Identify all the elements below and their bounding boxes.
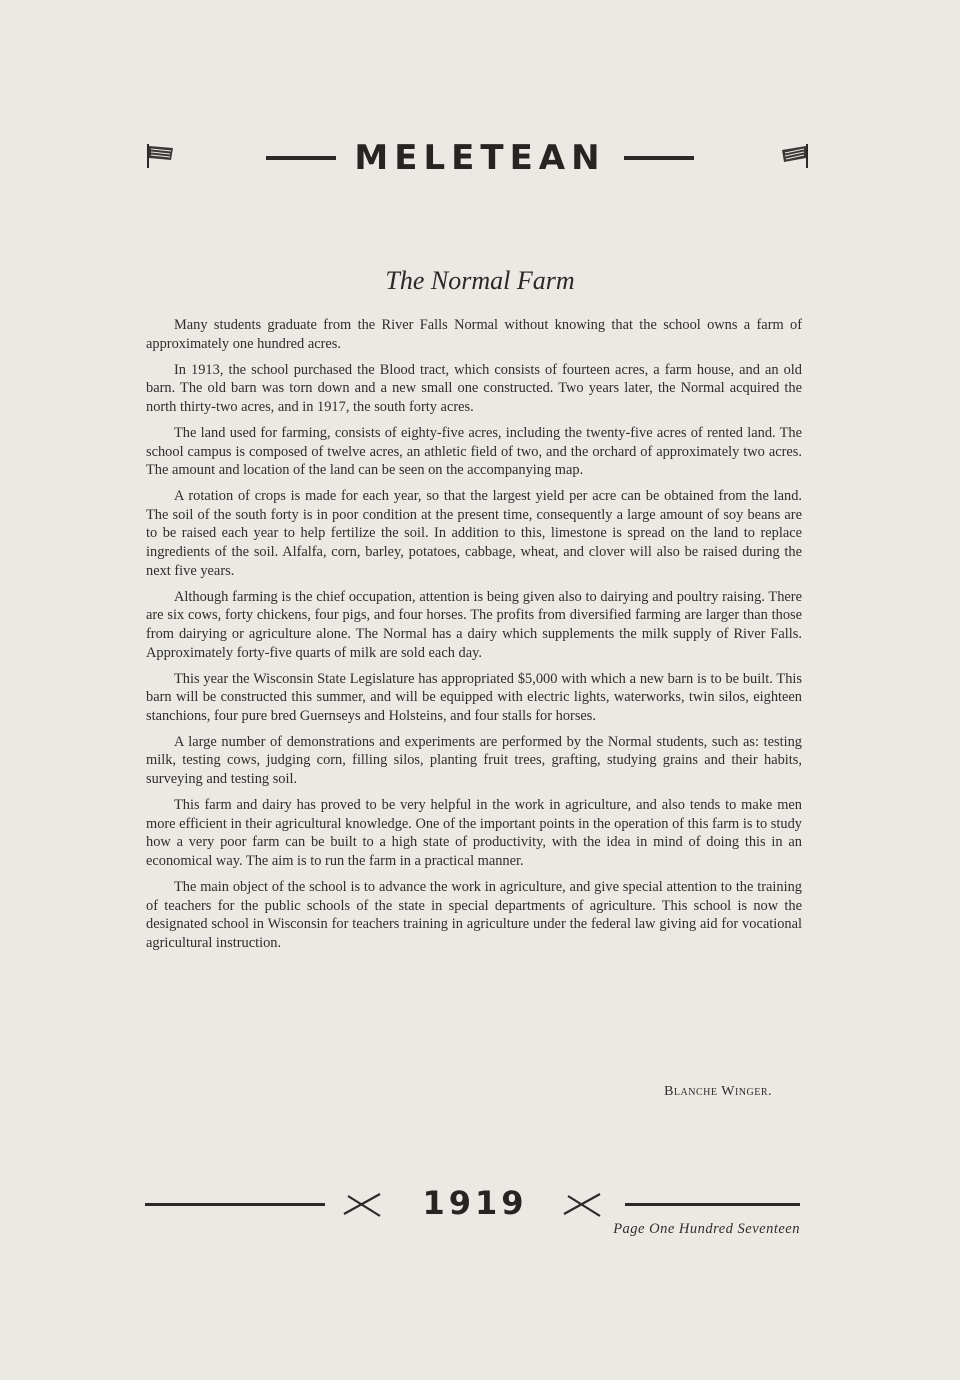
paragraph: A large number of demonstrations and experiments are performed by the Normal students, such as: testing milk, testing cows, judging corn, filling silos, planting fruit trees, grafting, studying grains and their habits, surveying and testing soil.	[146, 733, 802, 788]
page-number: Page One Hundred Seventeen	[613, 1221, 800, 1237]
paragraph: A rotation of crops is made for each year, so that the largest yield per acre can be obtained from the land. The soil of the south forty is in poor condition at the present time, consequently a large amount of soy beans are to be raised each year to help fertilize the soil. In addition to this, limestone is spread on the land to replace ingredients of the soil. Alfalfa, corn, barley, potatoes, cabbage, wheat, and clover will also be raised during the next five years.	[146, 488, 802, 579]
footer-rule-right	[625, 1203, 800, 1206]
crossed-lines-icon	[342, 1190, 382, 1218]
page-header	[140, 138, 820, 178]
header-rule-right	[624, 156, 694, 160]
flag-icon	[145, 142, 177, 170]
header-rule-left	[266, 156, 336, 160]
page-header-title: MELETEAN	[354, 138, 606, 178]
author-signature: Blanche Winger.	[664, 1084, 772, 1099]
article-body	[146, 316, 802, 960]
paragraph: This year the Wisconsin State Legislature has appropriated $5,000 with which a new barn is to be built. This barn will be constructed this summer, and will be equipped with electric lights, waterworks, twin silos, eighteen stanchions, four pure bred Guernseys and Holsteins, and four stalls for horses.	[146, 670, 802, 724]
paragraph: Many students graduate from the River Falls Normal without knowing that the school owns a farm of approximately one hundred acres.	[146, 317, 802, 352]
paragraph: Although farming is the chief occupation, attention is being given also to dairying and poultry raising. There are six cows, forty chickens, four pigs, and four horses. The profits from diversified farming are larger than those from dairying or agriculture alone. The Normal has a dairy which supplements the milk supply of River Falls. Approximately forty-five quarts of milk are sold each day.	[146, 588, 802, 661]
article-title: The Normal Farm	[385, 266, 575, 295]
paragraph: In 1913, the school purchased the Blood tract, which consists of fourteen acres, a farm house, and an old barn. The old barn was torn down and a new small one constructed. Two years later, the Normal acquired the north thirty-two acres, and in 1917, the south forty acres.	[146, 361, 802, 415]
page-footer	[145, 1184, 800, 1224]
crossed-lines-icon	[562, 1190, 602, 1218]
footer-year: 1919	[422, 1184, 528, 1222]
paragraph: This farm and dairy has proved to be very helpful in the work in agriculture, and also tends to make men more efficient in their agricultural knowledge. One of the important points in the operation of this farm is to study how a very poor farm can be built to a high state of productivity, with the idea in mind of doing this in an economical way. The aim is to run the farm in a practical manner.	[146, 797, 802, 869]
paragraph: The land used for farming, consists of eighty-five acres, including the twenty-five acres of rented land. The school campus is composed of twelve acres, an athletic field of two, and the orchard of approximately two acres. The amount and location of the land can be seen on the accompanying map.	[146, 424, 802, 479]
paragraph: The main object of the school is to advance the work in agriculture, and give special attention to the training of teachers for the public schools of the state in special departments of agriculture. This school is now the designated school in Wisconsin for teachers training in agriculture under the federal law giving aid for vocational agricultural instruction.	[146, 879, 802, 951]
footer-rule-left	[145, 1203, 325, 1206]
flag-icon	[778, 142, 810, 170]
